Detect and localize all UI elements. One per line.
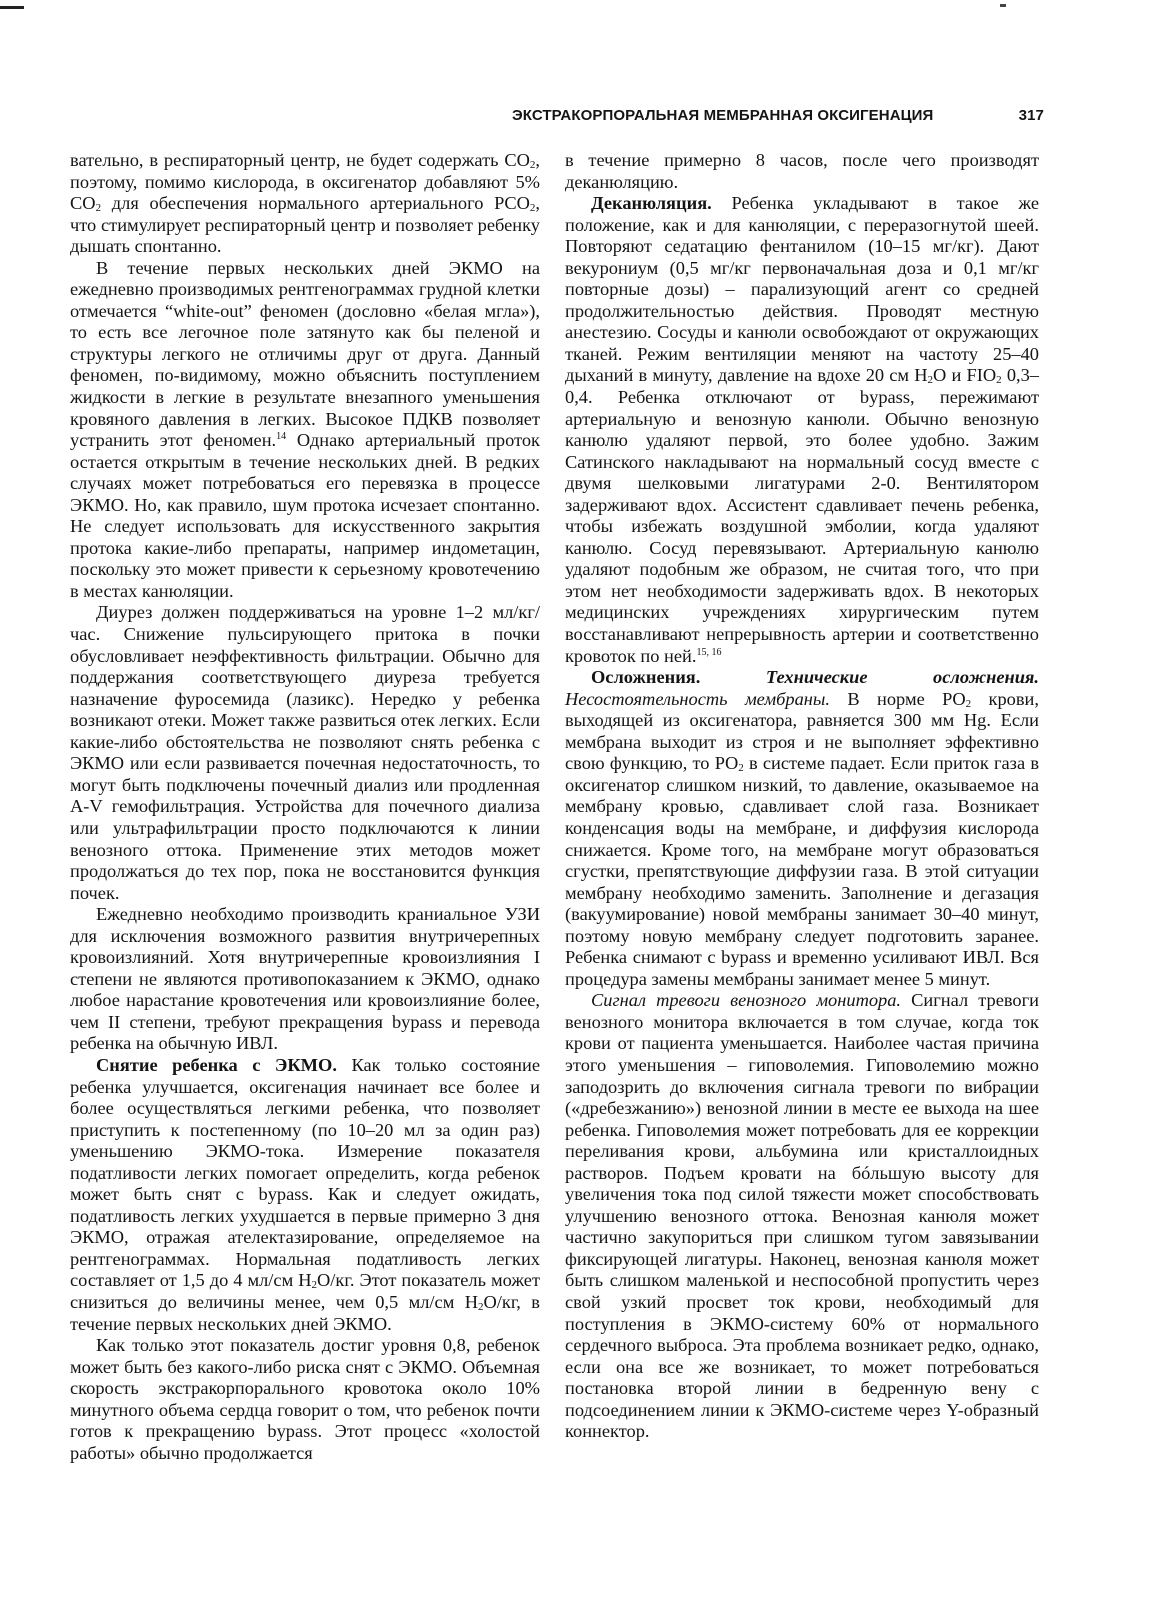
scan-speck <box>1000 4 1006 7</box>
running-header-title: ЭКСТРАКОРПОРАЛЬНАЯ МЕМБРАННАЯ ОКСИГЕНАЦИЯ <box>512 106 934 124</box>
paragraph-white-out: В течение первых нескольких дней ЭКМО на ежедневно производимых рентгенограммах грудной клетки отмечается “white-out” феномен (дословно «белая мгла»), то есть все легочное поле затянуто как бы пеленой и структуры легкого не отличимы друг от друга. Данный феномен, по-видимому, можно объяснить поступлением жидкости в легкие в результате внезапного уменьшения кровяного давления в легких. Высокое ПДКВ позволяет устранить этот феномен.$^{14}$ Однако артериальный проток остается открытым в течение нескольких дней. В редких случаях может потребоваться его перевязка в процессе ЭКМО. Но, как правило, шум протока исчезает спонтанно. Не следует использовать для искусственного закрытия протока какие-либо препараты, например индометацин, поскольку это может привести к серьезному кровотечению в местах канюляции. <box>70 257 540 601</box>
left-column <box>70 150 540 1464</box>
page-number: 317 <box>1018 106 1044 124</box>
paragraph-co2-oxygenator: вательно, в респираторный центр, не будет содержать $CO_2$, поэтому, помимо кислорода, в оксигенатор добавляют 5% $CO_2$ для обеспечения нормального артериального $PCO_2$, что стимулирует респираторный центр и позволяет ребенку дышать спонтанно. <box>70 150 540 257</box>
paragraph-diuresis: Диурез должен поддерживаться на уровне 1–2 мл/кг/час. Снижение пульсирующего притока в почки обусловливает неэффективность фильтрации. Обычно для поддержания соответствующего диуреза требуется назначение фуросемида (лазикс). Нередко у ребенка возникают отеки. Может также развиться отек легких. Если какие-либо обстоятельства не позволяют снять ребенка с ЭКМО или если развивается почечная недостаточность, то могут быть подключены почечный диализ или продленная A-V гемофильтрация. Устройства для почечного диализа или ультрафильтрации просто подключаются к линии венозного оттока. Применение этих методов может продолжаться до тех пор, пока не восстановится функция почек. <box>70 602 540 903</box>
subheading-membrane: Несостоятельность мембраны. <box>565 688 830 709</box>
subheading-venous-alarm: Сигнал тревоги венозного монитора. <box>591 990 902 1011</box>
scan-corner-mark <box>0 6 24 9</box>
paragraph-decannulation: Деканюляция. Ребенка укладывают в такое же положение, как и для канюляции, с переразогнутой шеей. Повторяют седатацию фентанилом (10–15 мг/кг). Дают векурониум (0,5 мг/кг первоначальная доза и 0,1 мг/кг повторные дозы) – парализующий агент со средней продолжительностью действия. Проводят местную анестезию. Сосуды и канюли освобождают от окружающих тканей. Режим вентиляции меняют на частоту 25–40 дыханий в минуту, давление на вдохе 20 см $H_2O$ и $FIO_2$ 0,3–0,4. Ребенка отключают от bypass, пережимают артериальную и венозную канюли. Обычно венозную канюлю удаляют первой, это более удобно. Зажим Сатинского накладывают на нормальный сосуд вместе с двумя шелковыми лигатурами 2-0. Вентилятором задерживают вдох. Ассистент сдавливает печень ребенка, чтобы избежать воздушной эмболии, когда удаляют канюлю. Сосуд перевязывают. Артериальную канюлю удаляют подобным же образом, не считая того, что при этом нет необходимости задерживать вдох. В некоторых медицинских учреждениях хирургическим путем восстанавливают непрерывность артерии и соответственно кровоток по ней.$^{15, 16}$ <box>565 193 1039 666</box>
section-heading-decannulation: Деканюляция. <box>591 193 712 214</box>
section-heading-weaning: Снятие ребенка с ЭКМО. <box>96 1054 337 1075</box>
paragraph-complications: Осложнения. Технические осложнения. Несостоятельность мембраны. В норме $PO_2$ крови, выходящей из оксигенатора, равняется 300 мм Hg. Если мембрана выходит из строя и не выполняет эффективно свою функцию, то $PO_2$ в системе падает. Если приток газа в оксигенатор слишком низкий, то давление, оказываемое на мембрану кровью, сдавливает слой газа. Возникает конденсация воды на мембране, и диффузия кислорода снижается. Кроме того, на мембране могут образоваться сгустки, препятствующие диффузии газа. В этой ситуации мембрану необходимо заменить. Заполнение и дегазация (вакуумирование) новой мембраны занимает 30–40 минут, поэтому новую мембрану следует подготовить заранее. Ребенка снимают с bypass и временно усиливают ИВЛ. Вся процедура замены мембраны занимает менее 5 минут. <box>565 667 1039 989</box>
running-header <box>512 104 1044 126</box>
paragraph-ultrasound: Ежедневно необходимо производить краниальное УЗИ для исключения возможного развития внутричерепных кровоизлияний. Хотя внутричерепные кровоизлияния I степени не являются противопоказанием к ЭКМО, однако любое нарастание кровотечения или кровоизлияние более, чем II степени, требуют прекращения bypass и перевода ребенка на обычную ИВЛ. <box>70 904 540 1054</box>
section-heading-complications: Осложнения. <box>591 667 701 688</box>
paragraph-venous-alarm: Сигнал тревоги венозного монитора. Сигнал тревоги венозного монитора включается в том случае, когда ток крови от пациента уменьшается. Наиболее частая причина этого уменьшения – гиповолемия. Гиповолемию можно заподозрить до включения сигнала тревоги по вибрации («дребезжанию») венозной линии в месте ее выхода на шее ребенка. Гиповолемия может потребовать для ее коррекции переливания крови, альбумина или кристаллоидных растворов. Подъем кровати на бóльшую высоту для увеличения тока под силой тяжести может способствовать улучшению венозного оттока. Венозная канюля может частично закупориться при слишком тугом завязывании фиксирующей лигатуры. Наконец, венозная канюля может быть слишком маленькой и неспособной пропустить через свой узкий просвет ток крови, необходимый для поступления в ЭКМО-систему 60% от нормального сердечного выброса. Эта проблема возникает редко, однако, если она все же возникает, то может потребоваться постановка второй линии в бедренную вену с подсоединением линии к ЭКМО-системе через Y-образный коннектор. <box>565 990 1040 1442</box>
paragraph-weaning: Снятие ребенка с ЭКМО. Как только состояние ребенка улучшается, оксигенация начинает все более и более осуществляться легкими ребенка, что позволяет приступить к постепенному (по 10–20 мл за один раз) уменьшению ЭКМО-тока. Измерение показателя податливости легких помогает определить, когда ребенок может быть снят с bypass. Как и следует ожидать, податливость легких ухудшается в первые примерно 3 дня ЭКМО, отражая ателектазирование, определяемое на рентгенограммах. Нормальная податливость легких составляет от 1,5 до 4 мл/см $H_2O/кг$. Этот показатель может снизиться до величины менее, чем 0,5 мл/см $H_2O/кг$, в течение первых нескольких дней ЭКМО. <box>70 1054 541 1334</box>
paragraph-continuation: в течение примерно 8 часов, после чего производят деканюляцию. <box>565 150 1039 192</box>
subheading-technical: Технические осложнения. <box>700 667 1039 688</box>
right-column <box>565 150 1039 1443</box>
paragraph-compliance: Как только этот показатель достиг уровня 0,8, ребенок может быть без какого-либо риска снят с ЭКМО. Объемная скорость экстракорпорального кровотока около 10% минутного объема сердца говорит о том, что ребенок почти готов к прекращению bypass. Этот процесс «холостой работы» обычно продолжается <box>70 1335 540 1463</box>
